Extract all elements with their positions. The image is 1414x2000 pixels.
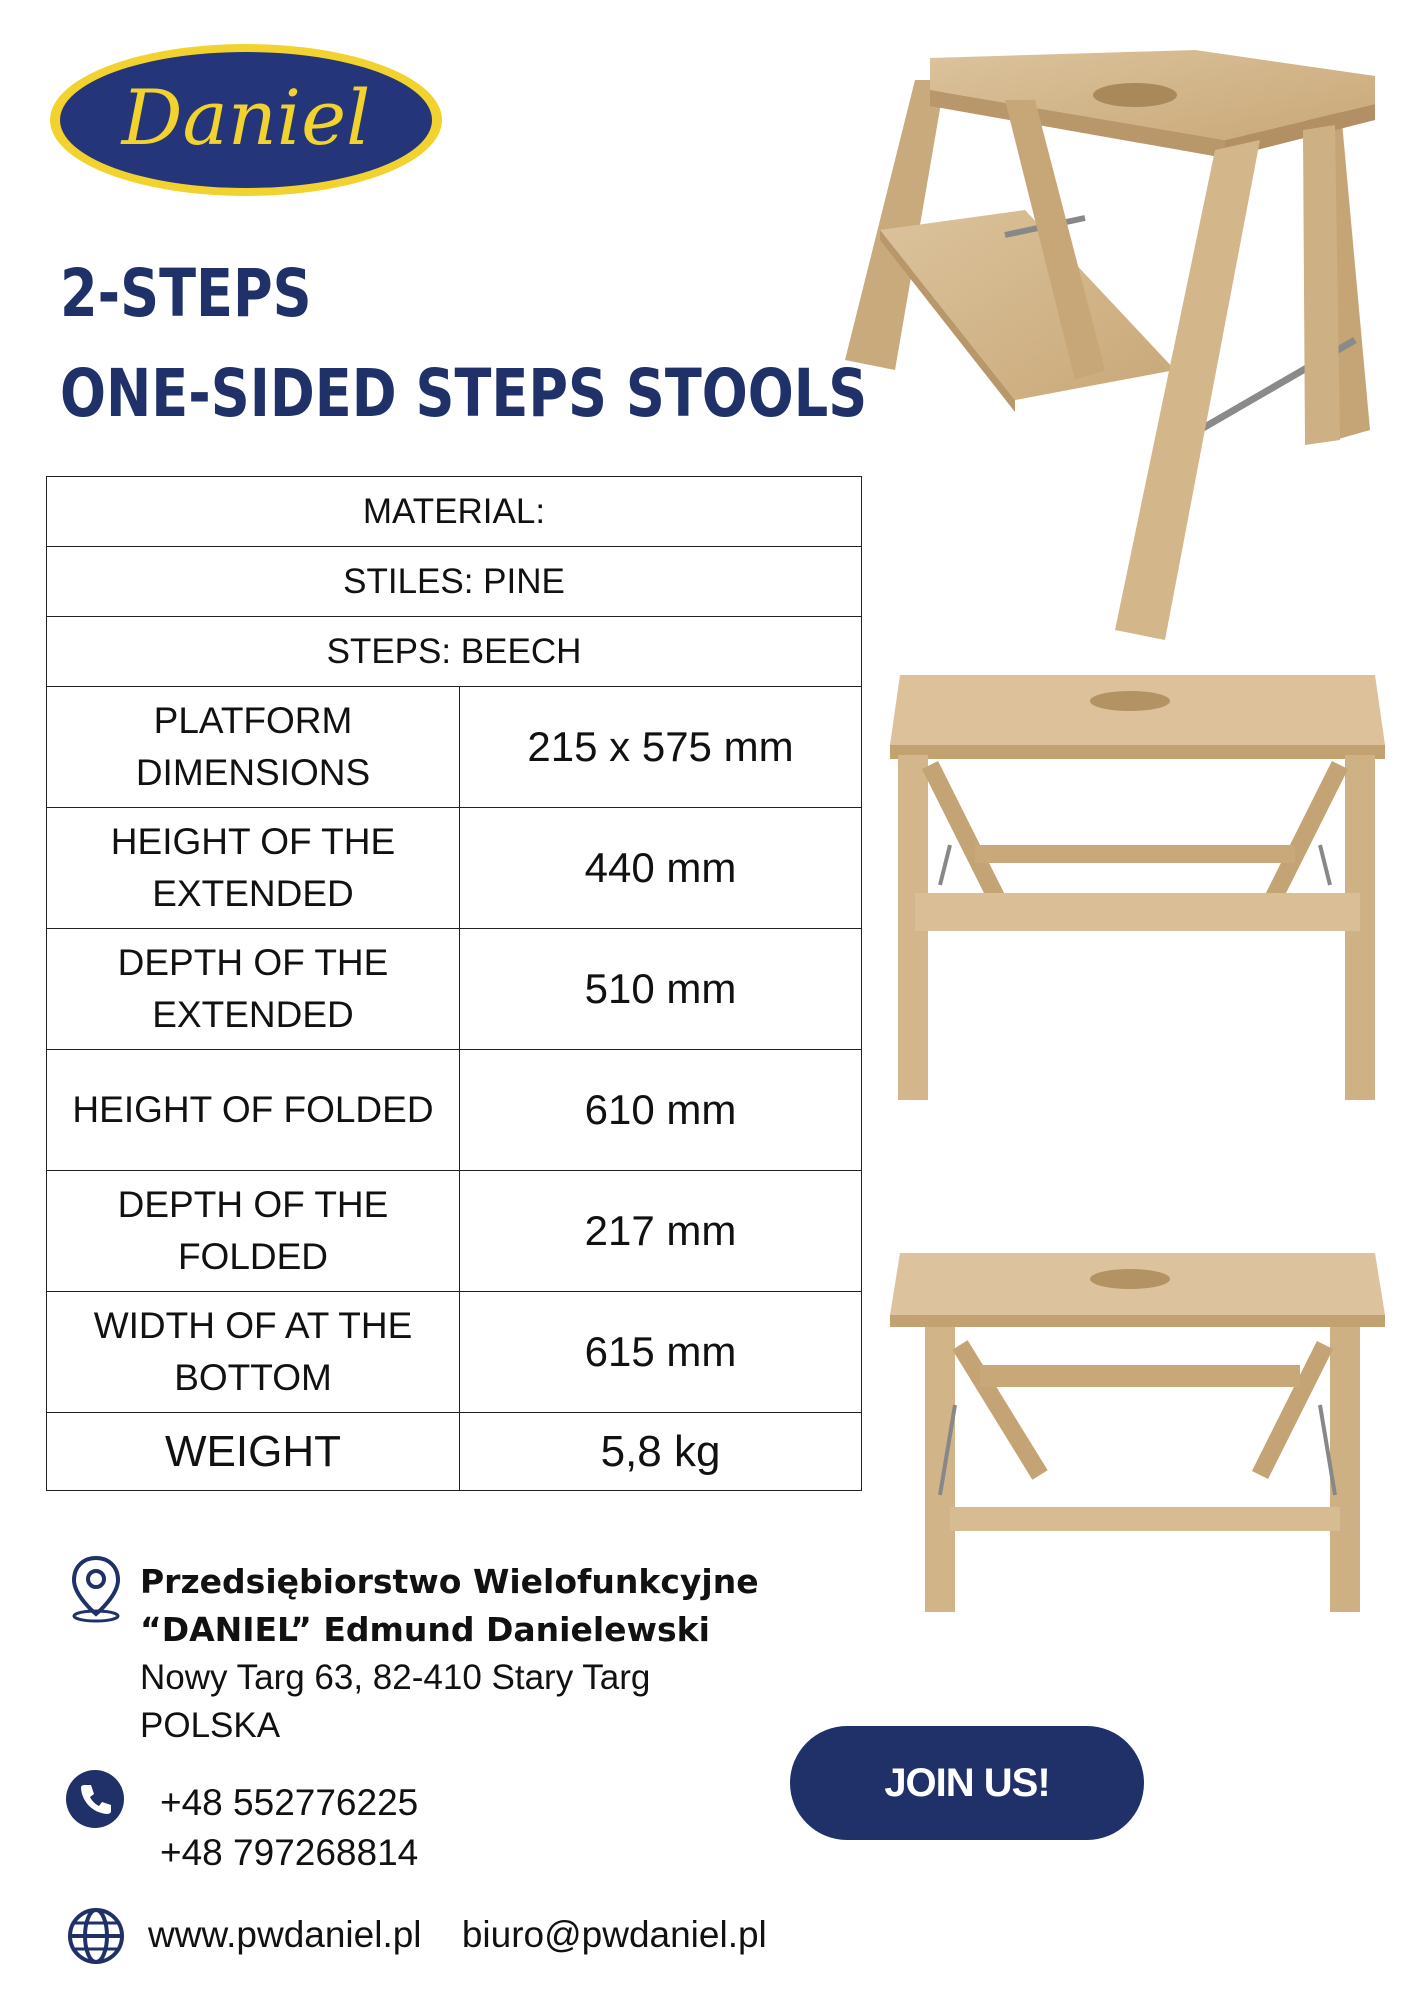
specs-table — [46, 476, 862, 1491]
website-link[interactable]: www.pwdaniel.pl — [148, 1914, 422, 1955]
spec-label: WIDTH OF AT THE BOTTOM — [47, 1292, 460, 1413]
spec-value: 610 mm — [460, 1050, 862, 1171]
material-steps: STEPS: BEECH — [47, 617, 862, 687]
material-header: MATERIAL: — [47, 477, 862, 547]
stool-photo-front — [880, 665, 1390, 1105]
spec-label: HEIGHT OF FOLDED — [47, 1050, 460, 1171]
company-name-line2: “DANIEL” Edmund Danielewski — [140, 1610, 710, 1649]
stool-photo-front-2 — [880, 1245, 1390, 1615]
spec-value: 510 mm — [460, 929, 862, 1050]
phone-number[interactable]: +48 797268814 — [160, 1832, 419, 1873]
product-title-line1: 2-STEPS — [60, 255, 312, 332]
spec-value: 615 mm — [460, 1292, 862, 1413]
table-row — [47, 1413, 862, 1491]
spec-label: PLATFORM DIMENSIONS — [47, 687, 460, 808]
table-row — [47, 929, 862, 1050]
product-title-line2: ONE-SIDED STEPS STOOLS — [60, 355, 868, 432]
table-row — [47, 1292, 862, 1413]
spec-label: DEPTH OF THE FOLDED — [47, 1171, 460, 1292]
phone-icon — [66, 1770, 124, 1833]
join-us-button[interactable]: JOIN US! — [790, 1726, 1144, 1840]
email-link[interactable]: biuro@pwdaniel.pl — [461, 1914, 767, 1955]
web-contacts — [148, 1914, 767, 1956]
phone-number[interactable]: +48 552776225 — [160, 1782, 419, 1823]
weight-value: 5,8 kg — [460, 1413, 862, 1491]
company-name-line1: Przedsiębiorstwo Wielofunkcyjne — [140, 1562, 759, 1601]
table-row — [47, 477, 862, 547]
stool-photo-angled — [835, 40, 1380, 640]
weight-label: WEIGHT — [47, 1413, 460, 1491]
spec-value: 215 x 575 mm — [460, 687, 862, 808]
company-address-block — [140, 1558, 759, 1750]
table-row — [47, 617, 862, 687]
spec-label: DEPTH OF THE EXTENDED — [47, 929, 460, 1050]
phone-numbers — [160, 1778, 418, 1878]
spec-value: 217 mm — [460, 1171, 862, 1292]
table-row — [47, 1050, 862, 1171]
spec-value: 440 mm — [460, 808, 862, 929]
table-row — [47, 1171, 862, 1292]
logo-wordmark: Daniel — [121, 73, 371, 162]
table-row — [47, 808, 862, 929]
location-pin-icon — [68, 1554, 124, 1629]
daniel-logo — [46, 40, 446, 200]
country: POLSKA — [140, 1706, 281, 1745]
material-stiles: STILES: PINE — [47, 547, 862, 617]
table-row — [47, 687, 862, 808]
table-row — [47, 547, 862, 617]
street-address: Nowy Targ 63, 82-410 Stary Targ — [140, 1658, 651, 1697]
globe-icon — [66, 1906, 126, 1971]
spec-label: HEIGHT OF THE EXTENDED — [47, 808, 460, 929]
